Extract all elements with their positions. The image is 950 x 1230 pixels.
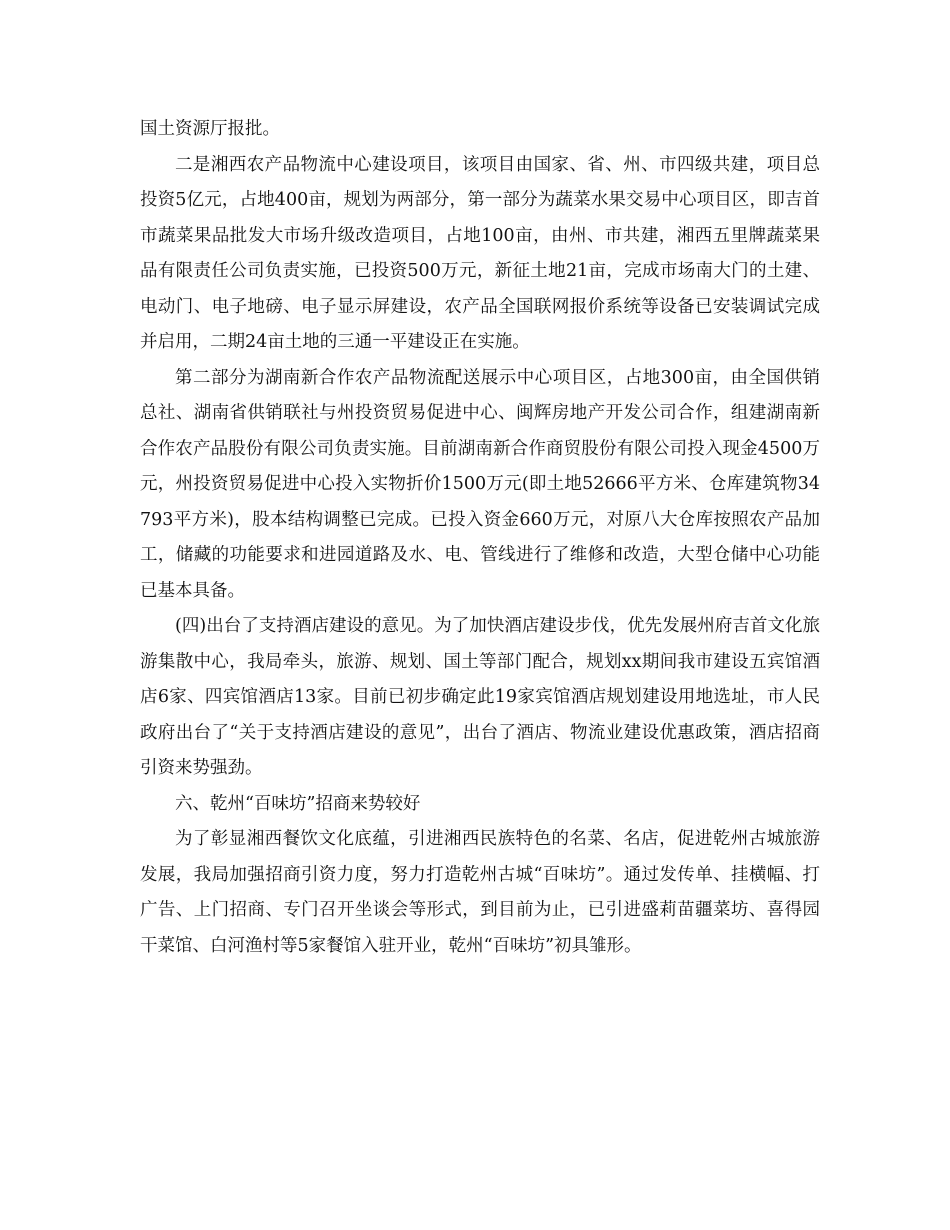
paragraph-logistics-center: 二是湘西农产品物流中心建设项目，该项目由国家、省、州、市四级共建，项目总投资5亿元，占地400亩，规划为两部分，第一部分为蔬菜水果交易中心项目区，即吉首市蔬菜果品批发大市场升级改造项目，占地100亩，由州、市共建，湘西五里牌蔬菜果品有限责任公司负责实施，已投资500万元，新征土地21亩，完成市场南大门的土建、电动门、电子地磅、电子显示屏建设，农产品全国联网报价系统等设备已安装调试完成并启用，二期24亩土地的三通一平建设正在实施。 — [140, 154, 820, 352]
document-page — [140, 112, 820, 964]
paragraph-baiweifang: 为了彰显湘西餐饮文化底蕴，引进湘西民族特色的名菜、名店，促进乾州古城旅游发展，我局加强招商引资力度，努力打造乾州古城“百味坊”。通过发传单、挂横幅、打广告、上门招商、专门召开坐谈会等形式，到目前为止，已引进盛莉苗疆菜坊、喜得园干菜馆、白河渔村等5家餐馆入驻开业，乾州“百味坊”初具雏形。 — [140, 829, 820, 956]
paragraph-part-two: 第二部分为湖南新合作农产品物流配送展示中心项目区，占地300亩，由全国供销总社、湖南省供销联社与州投资贸易促进中心、闽辉房地产开发公司合作，组建湖南新合作农产品股份有限公司负责实施。目前湖南新合作商贸股份有限公司投入现金4500万元，州投资贸易促进中心投入实物折价1500万元(即土地52666平方米、仓库建筑物34793平方米)，股本结构调整已完成。已投入资金660万元，对原八大仓库按照农产品加工，储藏的功能要求和进园道路及水、电、管线进行了维修和改造，大型仓储中心功能已基本具备。 — [140, 367, 820, 601]
section-heading-baiweifang: 六、乾州“百味坊”招商来势较好 — [175, 793, 421, 814]
paragraph-continuation: 国土资源厅报批。 — [140, 119, 280, 139]
paragraph-hotel-policy: (四)出台了支持酒店建设的意见。为了加快酒店建设步伐，优先发展州府吉首文化旅游集散中心，我局牵头，旅游、规划、国土等部门配合，规划xx期间我市建设五宾馆酒店6家、四宾馆酒店13家。目前已初步确定此19家宾馆酒店规划建设用地选址，市人民政府出台了“关于支持酒店建设的意见”，出台了酒店、物流业建设优惠政策，酒店招商引资来势强劲。 — [140, 616, 820, 778]
